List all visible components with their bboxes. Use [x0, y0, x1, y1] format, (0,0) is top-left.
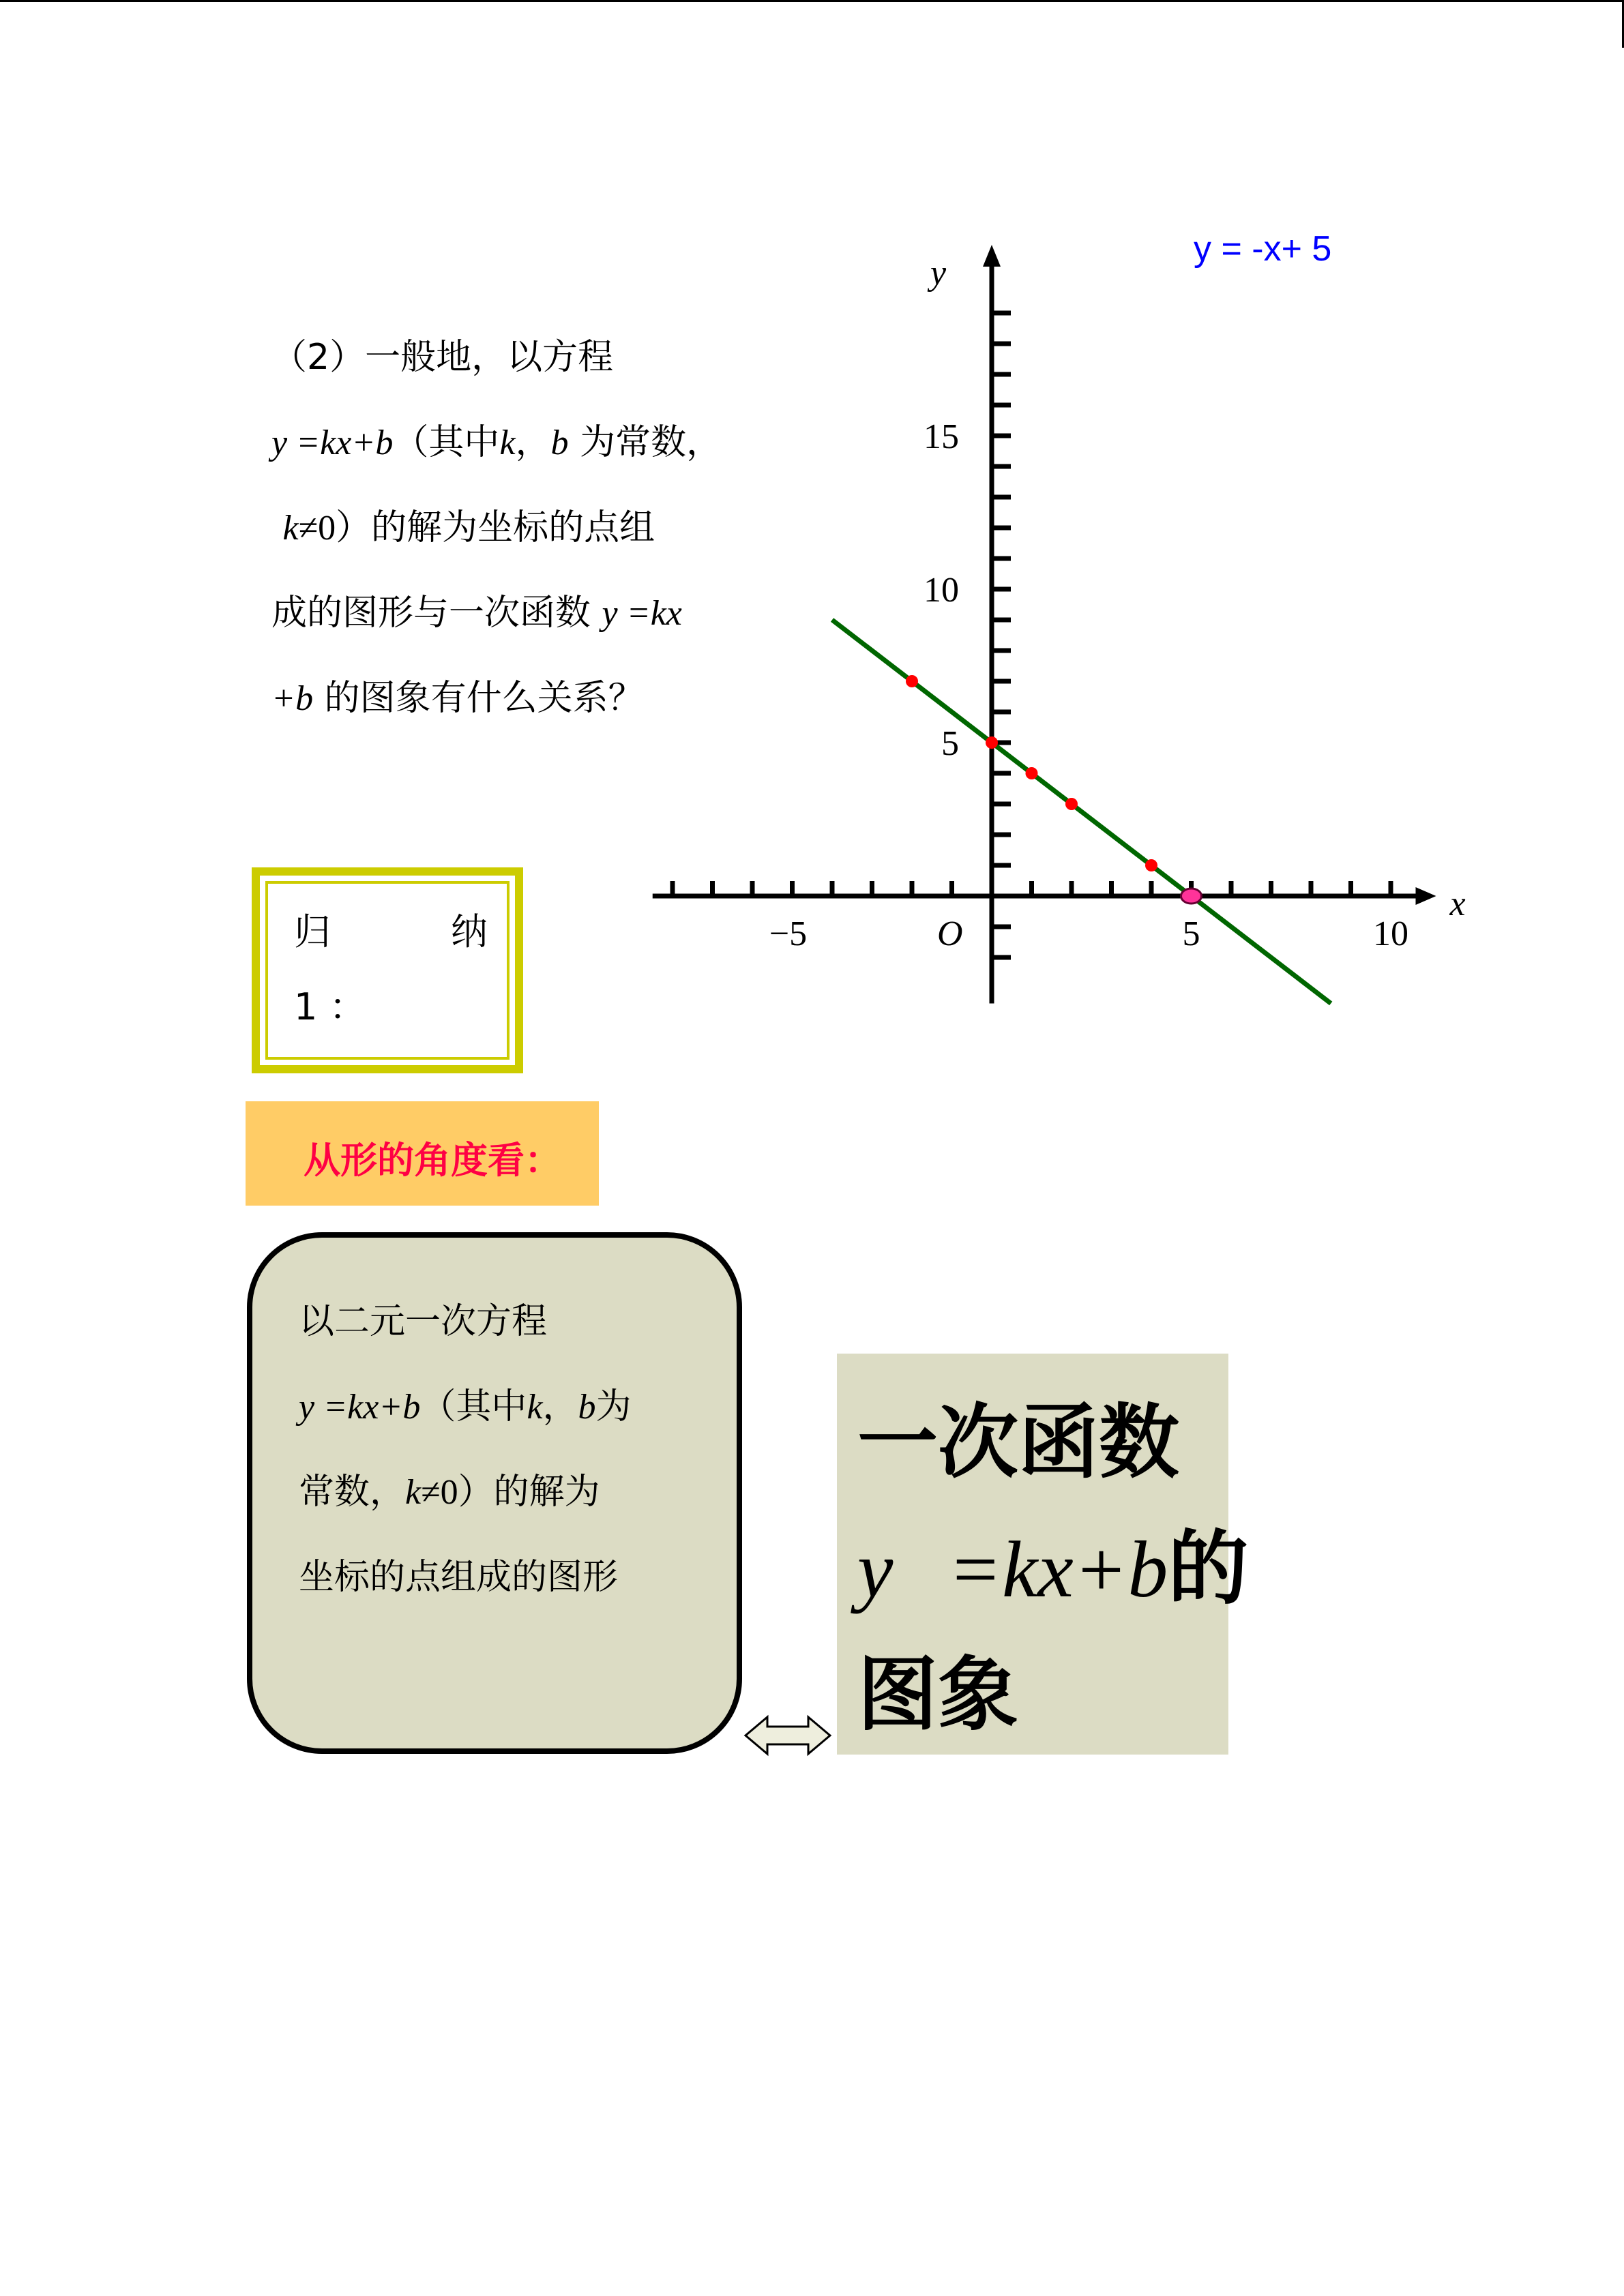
explanation-text: 为 — [595, 1386, 632, 1427]
solution-point — [1145, 859, 1157, 871]
explanation-box — [247, 1232, 742, 1754]
x-axis-label: x — [1449, 884, 1466, 923]
origin-label: O — [937, 914, 963, 953]
explanation-text: 常数， — [299, 1472, 406, 1512]
conclusion-equation: =kx+b — [947, 1525, 1168, 1614]
question-text-fragment: ）的解为坐标的点组 — [336, 507, 655, 548]
question-equation: y =kx+b — [271, 423, 394, 462]
question-equation: y =kx — [602, 594, 682, 633]
conclusion-box — [837, 1354, 1249, 1755]
x-tick-label: 5 — [1182, 914, 1200, 953]
solution-point — [906, 675, 918, 687]
question-text-fragment: 成的图形与一次函数 — [271, 593, 602, 633]
x-tick-label: 10 — [1373, 914, 1408, 953]
summary-word-2: 纳 — [451, 910, 488, 953]
y-tick-label: 5 — [941, 724, 959, 763]
x-axis-arrowhead — [1416, 887, 1436, 905]
solution-point — [1065, 798, 1078, 810]
explanation-equation: y =kx+b — [299, 1388, 421, 1427]
double-arrow-icon — [743, 1712, 832, 1759]
summary-box — [252, 867, 523, 1073]
explanation-line-3 — [299, 1463, 600, 1514]
conclusion-line-1: 一次函数 — [857, 1395, 1180, 1489]
question-equation: +b — [271, 679, 314, 718]
y-tick-label: 15 — [924, 417, 959, 456]
question-text-fragment: 的图象有什么关系？ — [313, 678, 644, 719]
equation-label: y = -x+ 5 — [1194, 229, 1332, 269]
solution-point — [1026, 767, 1038, 779]
conclusion-text: 的 — [1168, 1521, 1249, 1615]
conclusion-var-y: y — [857, 1525, 894, 1614]
explanation-text: ）的解为 — [458, 1472, 600, 1512]
question-var-k: k — [499, 423, 516, 462]
explanation-var-b: b — [578, 1388, 596, 1427]
question-text-fragment: （其中 — [393, 422, 500, 463]
explanation-text: （其中 — [420, 1386, 527, 1427]
explanation-var-k: k — [527, 1388, 543, 1427]
conclusion-line-3: 图象 — [857, 1648, 1019, 1742]
explanation-line-1 — [299, 1292, 547, 1343]
summary-number: 1 ： — [294, 985, 366, 1028]
explanation-text: ， — [542, 1386, 578, 1427]
function-line — [832, 620, 1331, 1004]
explanation-text: 以二元一次方程 — [299, 1301, 548, 1342]
question-condition: ≠0 — [298, 509, 336, 548]
question-text-fragment: 为常数， — [568, 422, 722, 463]
x-intercept-point — [1181, 889, 1202, 904]
perspective-label: 从形的角度看： — [304, 1139, 561, 1182]
explanation-var-k: k — [405, 1473, 422, 1512]
explanation-condition: ≠0 — [421, 1473, 458, 1512]
x-tick-label: −5 — [769, 914, 808, 953]
question-line1-text: （2）一般地，以方程 — [271, 337, 614, 378]
summary-word-1: 归 — [294, 910, 331, 953]
explanation-line-4 — [299, 1548, 618, 1599]
y-axis-arrowhead — [983, 245, 1001, 267]
perspective-label-box — [246, 1101, 599, 1206]
explanation-text: 坐标的点组成的图形 — [299, 1557, 619, 1598]
explanation-line-2 — [299, 1377, 632, 1429]
question-var-k: k — [282, 509, 299, 548]
solution-point — [986, 736, 998, 749]
conclusion-line-2 — [857, 1504, 1248, 1620]
y-axis-label: y — [930, 254, 947, 293]
question-var-b: b — [550, 423, 569, 462]
question-text-fragment: ， — [515, 422, 551, 463]
y-tick-label: 10 — [924, 571, 959, 610]
